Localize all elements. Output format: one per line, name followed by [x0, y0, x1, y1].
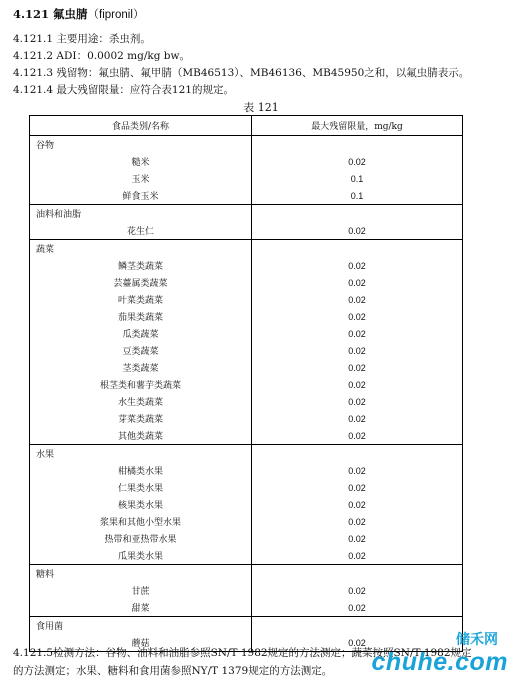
food-name: 豆类蔬菜	[30, 342, 252, 359]
food-name: 茄果类蔬菜	[30, 308, 252, 325]
section-heading	[13, 6, 144, 22]
mrl-value: 0.02	[252, 547, 463, 565]
table-row	[30, 153, 463, 170]
table-row	[30, 274, 463, 291]
method-line: 的方法测定；水果、糖料和食用菌参照NY/T 1379规定的方法测定。	[13, 665, 333, 677]
table-row	[30, 257, 463, 274]
mrl-value: 0.02	[252, 393, 463, 410]
category-row	[30, 205, 463, 223]
table-row	[30, 376, 463, 393]
food-name: 鳞茎类蔬菜	[30, 257, 252, 274]
food-name: 柑橘类水果	[30, 462, 252, 479]
mrl-value: 0.02	[252, 308, 463, 325]
food-name: 甘蔗	[30, 582, 252, 599]
mrl-value: 0.1	[252, 187, 463, 205]
usage-line: 4.121.1 主要用途：杀虫剂。	[13, 33, 151, 45]
header-food: 食品类别/名称	[30, 116, 252, 136]
mrl-value: 0.02	[252, 513, 463, 530]
mrl-value	[252, 445, 463, 463]
mrl-value: 0.02	[252, 462, 463, 479]
food-name: 浆果和其他小型水果	[30, 513, 252, 530]
mrl-value: 0.02	[252, 496, 463, 513]
mrl-value	[252, 617, 463, 635]
mrl-value	[252, 205, 463, 223]
mrl-value: 0.02	[252, 222, 463, 240]
mrl-value	[252, 565, 463, 583]
table-row	[30, 513, 463, 530]
table-row	[30, 393, 463, 410]
table-header-row	[30, 116, 463, 136]
watermark-logo-cn: 储禾网	[456, 631, 498, 647]
category-row	[30, 445, 463, 463]
food-name: 芽菜类蔬菜	[30, 410, 252, 427]
mrl-value: 0.02	[252, 427, 463, 445]
table-body	[30, 136, 463, 652]
mrl-value: 0.02	[252, 376, 463, 393]
mrl-table	[29, 115, 463, 652]
food-name: 茎类蔬菜	[30, 359, 252, 376]
category-row	[30, 565, 463, 583]
food-name: 瓜果类水果	[30, 547, 252, 565]
food-name: 叶菜类蔬菜	[30, 291, 252, 308]
table-row	[30, 479, 463, 496]
food-name: 其他类蔬菜	[30, 427, 252, 445]
food-name: 根茎类和薯芋类蔬菜	[30, 376, 252, 393]
table-row	[30, 410, 463, 427]
food-name: 糙米	[30, 153, 252, 170]
table-row	[30, 342, 463, 359]
mrl-value: 0.02	[252, 582, 463, 599]
food-name: 玉米	[30, 170, 252, 187]
table-row	[30, 427, 463, 445]
table-caption: 表 121	[243, 101, 279, 114]
mrl-value: 0.02	[252, 325, 463, 342]
category-name: 谷物	[30, 136, 252, 154]
category-name: 水果	[30, 445, 252, 463]
food-name: 花生仁	[30, 222, 252, 240]
category-row	[30, 136, 463, 154]
category-row	[30, 240, 463, 258]
category-row	[30, 617, 463, 635]
food-name: 甜菜	[30, 599, 252, 617]
table-row	[30, 530, 463, 547]
mrl-value: 0.02	[252, 153, 463, 170]
method-line: 4.121.5检测方法：谷物、油料和油脂参照SN/T 1982规定的方法测定；蔬菜按照SN/T 1982规定	[13, 647, 472, 659]
food-name: 鲜食玉米	[30, 187, 252, 205]
section-number: 4.121	[13, 7, 50, 21]
table-row	[30, 496, 463, 513]
mrl-value: 0.02	[252, 634, 463, 652]
table-row	[30, 291, 463, 308]
mrl-value: 0.02	[252, 530, 463, 547]
mrl-value: 0.1	[252, 170, 463, 187]
table-row	[30, 547, 463, 565]
table-row	[30, 359, 463, 376]
table-row	[30, 187, 463, 205]
section-name-en: （fipronil）	[87, 9, 145, 21]
header-limit: 最大残留限量，mg/kg	[252, 116, 463, 136]
table-row	[30, 170, 463, 187]
watermark-logo: chuhe.com	[371, 648, 508, 676]
category-name: 蔬菜	[30, 240, 252, 258]
table-row	[30, 462, 463, 479]
food-name: 热带和亚热带水果	[30, 530, 252, 547]
adi-line: 4.121.2 ADI：0.0002 mg/kg bw。	[13, 50, 190, 62]
residue-line: 4.121.3 残留物：氟虫腈、氟甲腈（MB46513）、MB46136、MB45950之和，以氟虫腈表示。	[13, 67, 470, 79]
table-row	[30, 599, 463, 617]
mrl-value: 0.02	[252, 359, 463, 376]
mrl-value: 0.02	[252, 479, 463, 496]
food-name: 水生类蔬菜	[30, 393, 252, 410]
category-name: 糖料	[30, 565, 252, 583]
food-name: 核果类水果	[30, 496, 252, 513]
mrl-value: 0.02	[252, 274, 463, 291]
food-name: 蘑菇	[30, 634, 252, 652]
category-name: 油料和油脂	[30, 205, 252, 223]
food-name: 芸薹属类蔬菜	[30, 274, 252, 291]
mrl-value: 0.02	[252, 257, 463, 274]
table-row	[30, 325, 463, 342]
mrl-value: 0.02	[252, 291, 463, 308]
category-name: 食用菌	[30, 617, 252, 635]
table-row	[30, 222, 463, 240]
mrl-value: 0.02	[252, 410, 463, 427]
section-name-cn: 氟虫腈	[53, 7, 88, 21]
food-name: 仁果类水果	[30, 479, 252, 496]
food-name: 瓜类蔬菜	[30, 325, 252, 342]
mrl-line: 4.121.4 最大残留限量：应符合表121的规定。	[13, 84, 234, 96]
table-row	[30, 308, 463, 325]
mrl-value: 0.02	[252, 342, 463, 359]
mrl-value: 0.02	[252, 599, 463, 617]
mrl-value	[252, 136, 463, 154]
mrl-value	[252, 240, 463, 258]
table-row	[30, 582, 463, 599]
